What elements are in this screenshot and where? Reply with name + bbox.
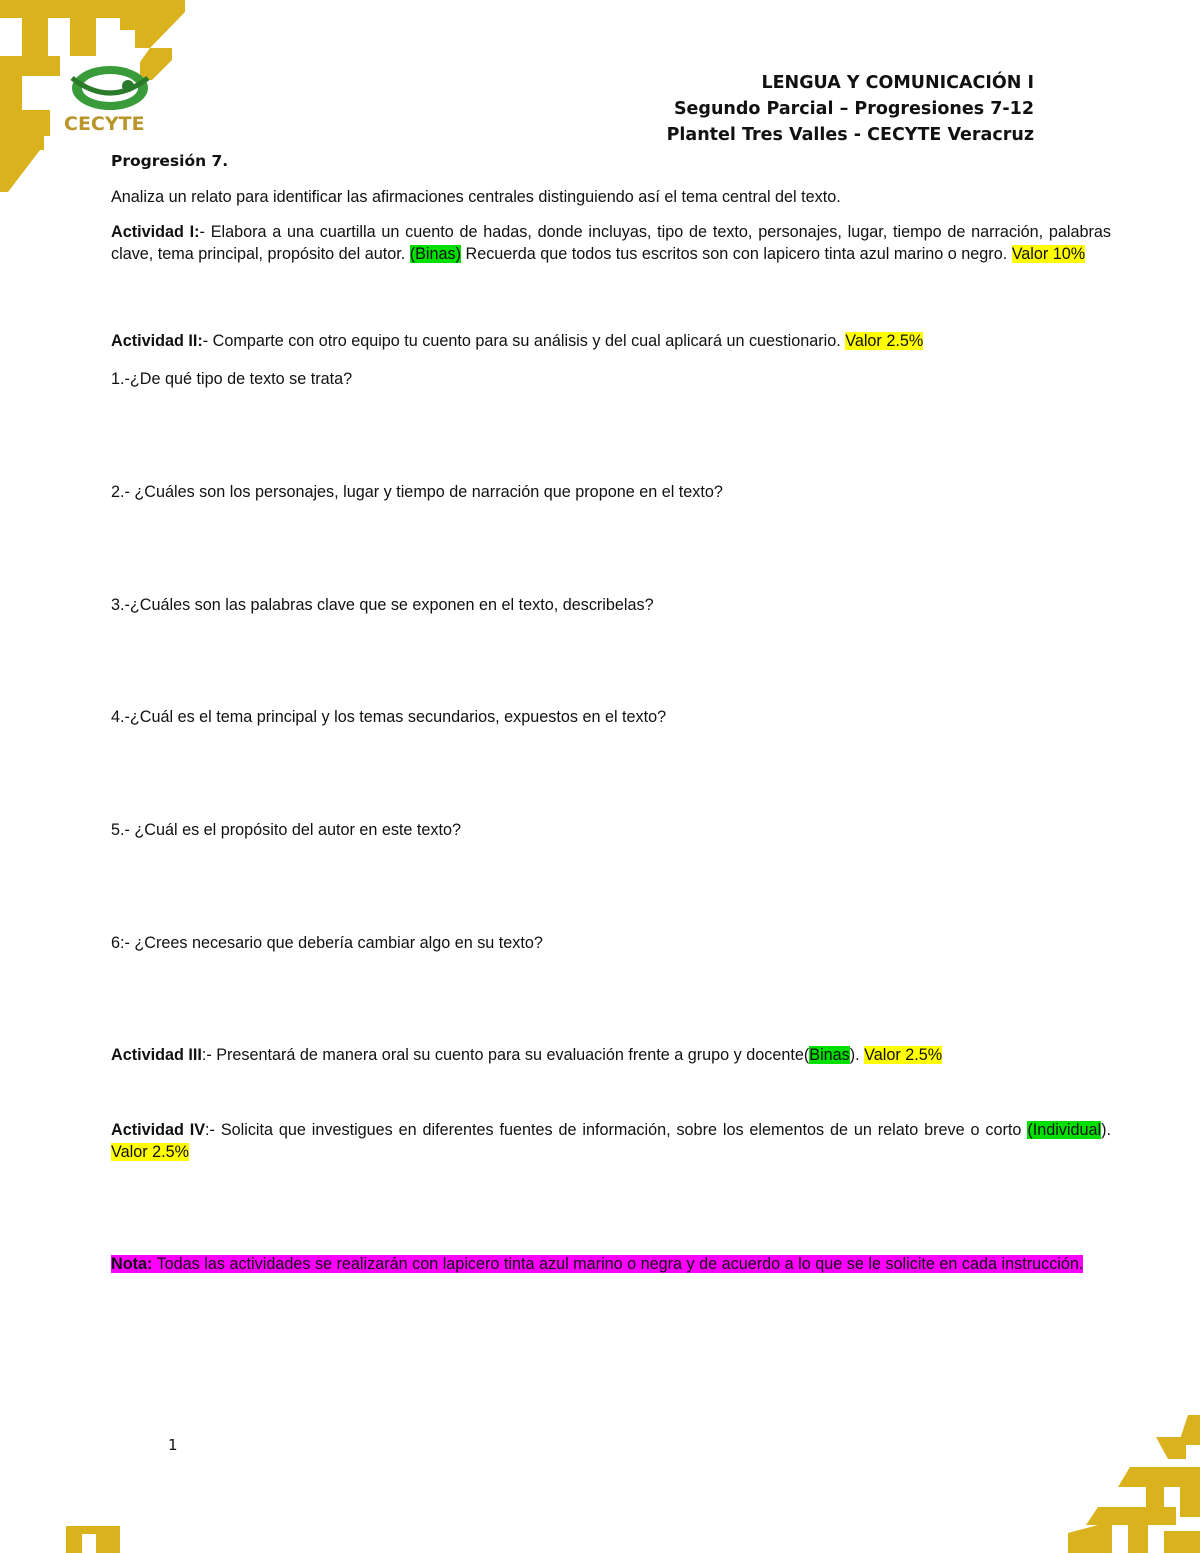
activity-4-valor: Valor 2.5%	[111, 1143, 189, 1161]
activity-1	[111, 221, 1111, 265]
activity-4-after: ).	[1101, 1121, 1111, 1139]
question-2: 2.- ¿Cuáles son los personajes, lugar y tiempo de narración que propone en el texto?	[111, 483, 723, 501]
note-highlight	[111, 1255, 1083, 1273]
bottom-left-ornament	[66, 1520, 126, 1553]
question-6: 6:- ¿Crees necesario que debería cambiar algo en su texto?	[111, 934, 543, 952]
header-term: Segundo Parcial – Progresiones 7-12	[673, 99, 1034, 119]
header-course: LENGUA Y COMUNICACIÓN I	[761, 73, 1034, 93]
activity-3-text: :- Presentará de manera oral su cuento para su evaluación frente a grupo y docente(	[201, 1046, 810, 1064]
document-body	[111, 150, 1111, 1275]
activity-2-label: Actividad II:	[111, 332, 203, 350]
document-header	[667, 70, 1034, 148]
header-campus: Plantel Tres Valles - CECYTE Veracruz	[666, 125, 1034, 145]
activity-2-valor: Valor 2.5%	[845, 332, 924, 350]
question-4: 4.-¿Cuál es el tema principal y los temas secundarios, expuestos en el texto?	[111, 708, 667, 726]
note-text: Todas las actividades se realizarán con lapicero tinta azul marino o negra y de acuerdo a lo que se le solicite en cada instrucción.	[152, 1255, 1084, 1273]
binas-badge: (Binas)	[409, 245, 462, 263]
activity-1-text: - Elabora a una cuartilla un cuento de hadas, donde incluyas, tipo de texto, personajes, lugar, tiempo de narración, palabras clave, tema principal, propósito del autor.	[111, 223, 1111, 263]
activity-4	[111, 1119, 1111, 1163]
activity-2	[111, 330, 1111, 352]
question-1: 1.-¿De qué tipo de texto se trata?	[111, 370, 353, 388]
activity-3	[111, 1044, 1111, 1066]
note-label: Nota:	[111, 1255, 153, 1273]
activity-4-individual: (Individual	[1027, 1121, 1102, 1139]
cecyte-logo	[60, 58, 160, 138]
note	[111, 1253, 1111, 1275]
progression-title: Progresión 7.	[111, 152, 229, 170]
logo-text: CECYTE	[64, 113, 145, 135]
activity-3-after: ).	[849, 1046, 865, 1064]
question-5: 5.- ¿Cuál es el propósito del autor en este texto?	[111, 821, 462, 839]
page-number: 1	[168, 1436, 178, 1454]
activity-3-valor: Valor 2.5%	[864, 1046, 943, 1064]
activity-1-text-2: Recuerda que todos tus escritos son con lapicero tinta azul marino o negro.	[461, 245, 1012, 263]
activity-4-text: :- Solicita que investigues en diferentes fuentes de información, sobre los elementos de un relato breve o corto	[205, 1121, 1028, 1139]
activity-4-label: Actividad IV	[111, 1121, 206, 1139]
question-3: 3.-¿Cuáles son las palabras clave que se exponen en el texto, describelas?	[111, 596, 654, 614]
activity-3-binas: Binas	[809, 1046, 850, 1064]
activity-1-valor: Valor 10%	[1011, 245, 1086, 263]
progression-description: Analiza un relato para identificar las afirmaciones centrales distinguiendo así el tema central del texto.	[111, 188, 841, 206]
bottom-right-ornament	[1068, 1415, 1200, 1553]
activity-3-label: Actividad III	[111, 1046, 202, 1064]
activity-2-text: - Comparte con otro equipo tu cuento para su análisis y del cual aplicará un cuestionario.	[202, 332, 846, 350]
activity-1-label: Actividad I:	[111, 223, 200, 241]
